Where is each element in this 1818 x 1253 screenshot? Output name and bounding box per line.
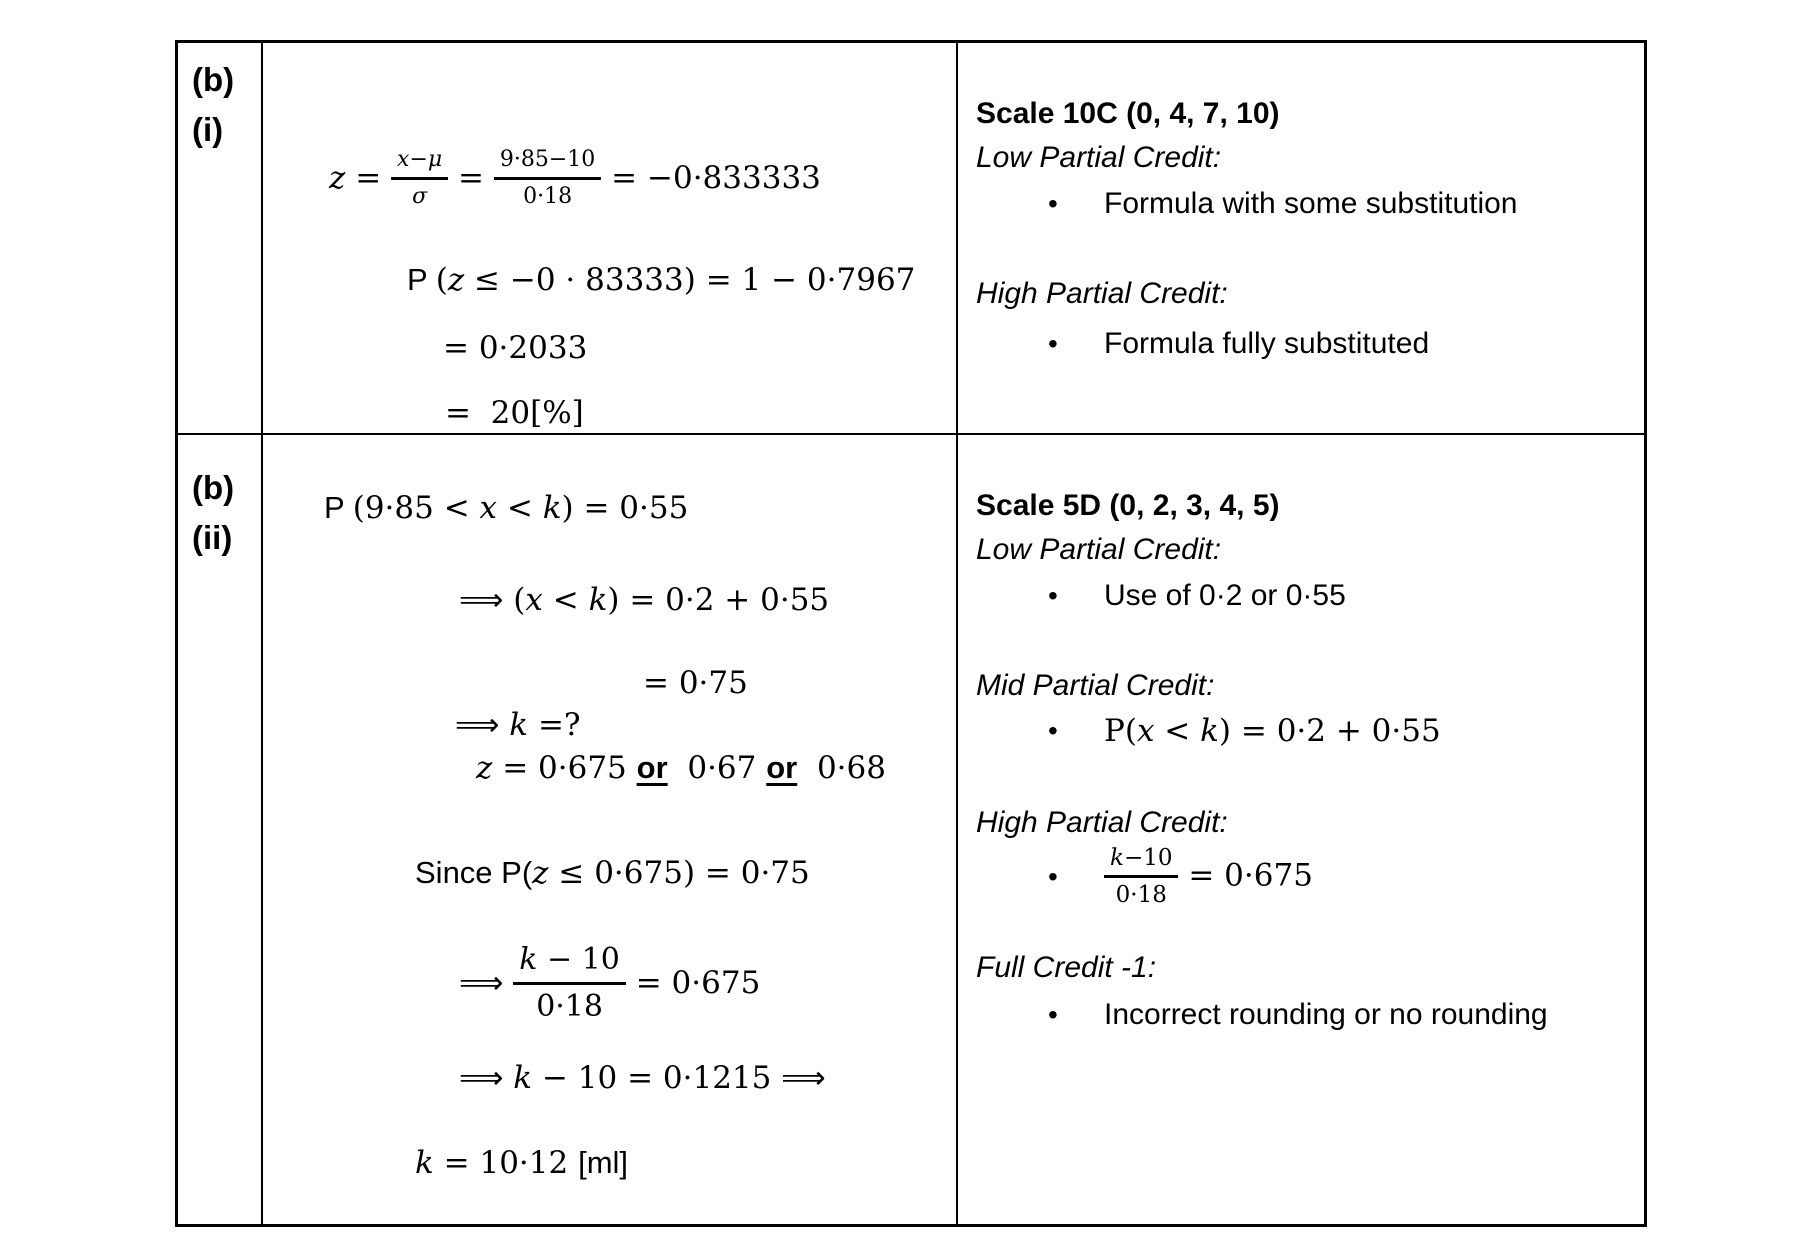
- bullet-icon: •: [1048, 998, 1058, 1030]
- text-run: = 0·75: [643, 665, 748, 701]
- math-line: [643, 660, 748, 706]
- text-run: or: [766, 750, 798, 785]
- text-run: <: [542, 582, 589, 618]
- text-run: z: [329, 160, 356, 196]
- text-run: k: [415, 1145, 434, 1181]
- credit-cell-b-ii: [958, 435, 1644, 1224]
- text-run: 0·18: [523, 183, 573, 209]
- bullet-icon: •: [1048, 860, 1058, 892]
- fraction: [494, 147, 601, 209]
- text-run: P: [407, 262, 436, 297]
- text-run: ≤ −0 · 83333) = 1 − 0·7967: [464, 262, 916, 298]
- bullet-item: [976, 182, 1636, 226]
- bullet-text: [1104, 993, 1548, 1037]
- fraction: [391, 147, 448, 209]
- text-run: z: [447, 262, 465, 298]
- text-run: =: [448, 160, 494, 196]
- bullet-item: [976, 709, 1636, 753]
- text-run: ) = 0·2 + 0·55: [1218, 713, 1441, 749]
- math-line: [415, 850, 810, 896]
- fraction-numerator: [494, 147, 601, 179]
- part-label: (b): [192, 469, 235, 506]
- text-run: Use of 0·2 or 0·55: [1104, 579, 1346, 612]
- credit-heading: Low Partial Credit:: [976, 141, 1222, 174]
- bullet-item: [976, 845, 1636, 909]
- credit-heading: Mid Partial Credit:: [976, 669, 1215, 702]
- text-run: =?: [537, 707, 581, 743]
- text-run: ⟹: [459, 582, 514, 618]
- credit-cell-b-i: [958, 43, 1644, 435]
- fraction-numerator: [391, 147, 448, 179]
- fraction-denominator: [412, 180, 427, 209]
- scale-title: Scale 10C (0, 4, 7, 10): [976, 97, 1280, 130]
- text-run: = 0·675: [492, 750, 637, 786]
- text-run: = 0·675: [1178, 857, 1313, 894]
- text-run: ) = 0·55: [561, 490, 689, 526]
- bullet-icon: •: [1048, 188, 1058, 219]
- fraction-numerator: [1104, 845, 1178, 878]
- credit-heading: High Partial Credit:: [976, 806, 1228, 839]
- scale-title: Scale 5D (0, 2, 3, 4, 5): [976, 489, 1280, 522]
- math-line: [459, 925, 760, 1041]
- text-run: x: [397, 147, 410, 173]
- bullet-icon: •: [1048, 328, 1058, 359]
- bullet-text: [1104, 709, 1441, 753]
- text-run: 0·67: [667, 750, 767, 786]
- math-line: [445, 390, 584, 436]
- text-run: ⟹: [459, 965, 514, 1001]
- text-run: ≤ 0·675) = 0·75: [548, 855, 810, 891]
- text-run: ⟹: [455, 707, 510, 743]
- fraction-denominator: [536, 985, 603, 1025]
- text-run: − 10 = 0·1215: [532, 1060, 782, 1096]
- bullet-item: [976, 322, 1636, 366]
- text-run: x: [1136, 713, 1155, 749]
- text-run: ) = 0·2 + 0·55: [607, 582, 830, 618]
- bullet-text: [1104, 574, 1346, 618]
- marking-table: [175, 40, 1647, 1227]
- row-label-cell-b-ii: [178, 435, 263, 1224]
- text-run: k: [509, 707, 538, 743]
- bullet-item: [976, 574, 1636, 618]
- text-run: = 0·675: [625, 965, 761, 1001]
- text-run: [ml]: [578, 1145, 629, 1180]
- text-run: −10: [1123, 845, 1173, 871]
- text-run: <: [497, 490, 543, 526]
- text-run: k: [1110, 845, 1124, 871]
- fraction-numerator: [513, 942, 626, 985]
- part-label: (b): [192, 61, 235, 98]
- text-run: Since P(: [415, 855, 533, 890]
- text-run: = 20[%]: [445, 395, 584, 431]
- text-run: k: [542, 490, 562, 526]
- part-label: (ii): [192, 519, 233, 556]
- text-run: 9·85−10: [499, 147, 596, 173]
- text-run: = 0·2033: [443, 330, 588, 366]
- bullet-text: [1104, 322, 1429, 366]
- text-run: σ: [412, 183, 428, 209]
- math-line: [459, 577, 829, 623]
- text-run: x: [525, 582, 543, 618]
- credit-heading: Low Partial Credit:: [976, 533, 1222, 566]
- text-run: k: [588, 582, 608, 618]
- row-label-cell-b-i: [178, 43, 263, 435]
- text-run: x: [479, 490, 498, 526]
- fraction-denominator: [1116, 878, 1167, 908]
- text-run: μ: [427, 147, 443, 173]
- credit-heading: High Partial Credit:: [976, 277, 1228, 310]
- math-line: [459, 1055, 826, 1101]
- math-line: [443, 325, 587, 371]
- text-run: P(: [1104, 713, 1137, 749]
- text-run: (: [513, 582, 526, 618]
- text-run: z: [532, 855, 549, 891]
- text-run: ⟹: [781, 1060, 826, 1096]
- bullet-item: [976, 993, 1636, 1037]
- text-run: (: [435, 262, 448, 298]
- text-run: (9·85 <: [352, 490, 480, 526]
- text-run: Incorrect rounding or no rounding: [1104, 997, 1548, 1031]
- text-run: −: [409, 147, 428, 173]
- bullet-text: [1104, 845, 1313, 909]
- text-run: Formula fully substituted: [1104, 327, 1430, 360]
- math-line: [476, 745, 886, 791]
- math-line: [324, 485, 688, 531]
- text-run: 0·18: [536, 988, 603, 1024]
- text-run: − 10: [537, 941, 620, 977]
- text-run: =: [355, 160, 392, 196]
- math-line: [407, 257, 915, 303]
- fraction: [513, 942, 626, 1025]
- text-run: ⟹: [459, 1060, 514, 1096]
- work-cell-b-ii: [263, 435, 958, 1224]
- math-line: [415, 1140, 628, 1186]
- text-run: <: [1154, 713, 1201, 749]
- text-run: 0·68: [797, 750, 886, 786]
- text-run: 0·18: [1115, 882, 1167, 909]
- part-label: (i): [192, 111, 224, 148]
- math-line: [329, 133, 821, 223]
- text-run: = 10·12: [433, 1145, 579, 1181]
- text-run: Formula with some substitution: [1104, 187, 1518, 220]
- fraction-denominator: [523, 180, 572, 209]
- fraction: [1104, 845, 1178, 909]
- text-run: = −0·833333: [601, 160, 821, 196]
- bullet-icon: •: [1048, 715, 1058, 746]
- text-run: P: [324, 490, 353, 525]
- credit-heading: Full Credit -1:: [976, 950, 1157, 984]
- bullet-text: [1104, 182, 1518, 226]
- text-run: or: [636, 750, 668, 785]
- work-cell-b-i: [263, 43, 958, 435]
- text-run: k: [1200, 713, 1219, 749]
- bullet-icon: •: [1048, 580, 1058, 611]
- text-run: z: [476, 750, 493, 786]
- text-run: k: [513, 1060, 533, 1096]
- math-line: [455, 702, 581, 748]
- text-run: k: [519, 941, 538, 977]
